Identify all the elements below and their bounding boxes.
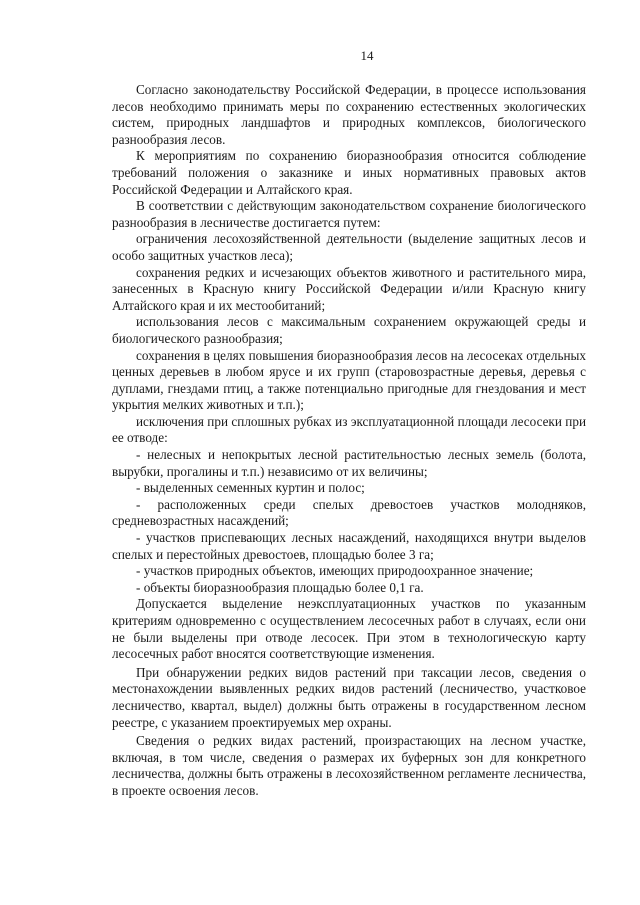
sub-item-young-stands: - расположенных среди спелых древостоев участков молодняков, средневозрастных насаждений;: [112, 496, 586, 529]
list-item-exclusion: исключения при сплошных рубках из эксплуатационной площади лесосеки при ее отводе:: [112, 413, 586, 446]
paragraph-non-exploitation-sites: Допускается выделение неэксплуатационных участков по указанным критериям одновременно с осуществлением лесосечных работ в случаях, если они не были выделены при отводе лесосек. При этом в технологическую карту лесосечных работ вносятся соответствующие изменения.: [112, 596, 586, 662]
list-item-restriction: ограничения лесохозяйственной деятельности (выделение защитных лесов и особо защитных участков леса);: [112, 231, 586, 263]
document-body: [112, 82, 586, 800]
list-item-valuable-trees: сохранения в целях повышения биоразнообразия лесов на лесосеках отдельных ценных деревьев в любом ярусе и их групп (старовозрастные деревья, деревья с дуплами, гнездами птиц, а также потенциально пригодные для гнездования и мест укрытия мелких животных и т.п.);: [112, 347, 586, 413]
list-item-use-of-forests: использования лесов с максимальным сохранением окружающей среды и биологического разнообразия;: [112, 314, 586, 346]
paragraph-measures: К мероприятиям по сохранению биоразнообразия относится соблюдение требований положения о заказнике и иных нормативных правовых актов Российской Федерации и Алтайского края.: [112, 148, 586, 197]
page-number: 14: [360, 48, 374, 63]
paragraph-achieved-by: В соответствии с действующим законодательством сохранение биологического разнообразия в лесничестве достигается путем:: [112, 198, 586, 230]
sub-item-natural-objects: - участков природных объектов, имеющих природоохранное значение;: [136, 563, 534, 579]
paragraph-legislation: Согласно законодательству Российской Федерации, в процессе использования лесов необходимо принимать меры по сохранению естественных экологических систем, природных ландшафтов и природных комплексов, биологического разнообразия лесов.: [112, 82, 586, 147]
list-item-rare-species: сохранения редких и исчезающих объектов животного и растительного мира, занесенных в Красную книгу Российской Федерации и/или Красную книгу Алтайского края и их местообитаний;: [112, 264, 586, 313]
sub-item-seed-groves: - выделенных семенных куртин и полос;: [136, 480, 365, 496]
sub-item-non-forest-lands: - нелесных и непокрытых лесной растительностью лесных земель (болота, вырубки, прогалины и т.п.) независимо от их величины;: [112, 447, 586, 479]
paragraph-rare-plants-records: Сведения о редких видах растений, произрастающих на лесном участке, включая, в том числе, сведения о размерах их буферных зон для конкретного лесничества, должны быть отражены в лесохозяйственном регламенте лесничества, в проекте освоения лесов.: [112, 733, 586, 798]
sub-item-maturing-stands: - участков приспевающих лесных насаждений, находящихся внутри выделов спелых и перестойных древостоев, площадью более 3 га;: [112, 530, 586, 562]
paragraph-rare-plants-taxation: При обнаружении редких видов растений при таксации лесов, сведения о местонахождении выявленных редких видов растений (лесничество, участковое лесничество, квартал, выдел) должны быть отражены в государственном лесном реестре, с указанием проектируемых мер охраны.: [112, 664, 586, 730]
sub-item-biodiversity-objects: - объекты биоразнообразия площадью более 0,1 га.: [136, 579, 424, 595]
